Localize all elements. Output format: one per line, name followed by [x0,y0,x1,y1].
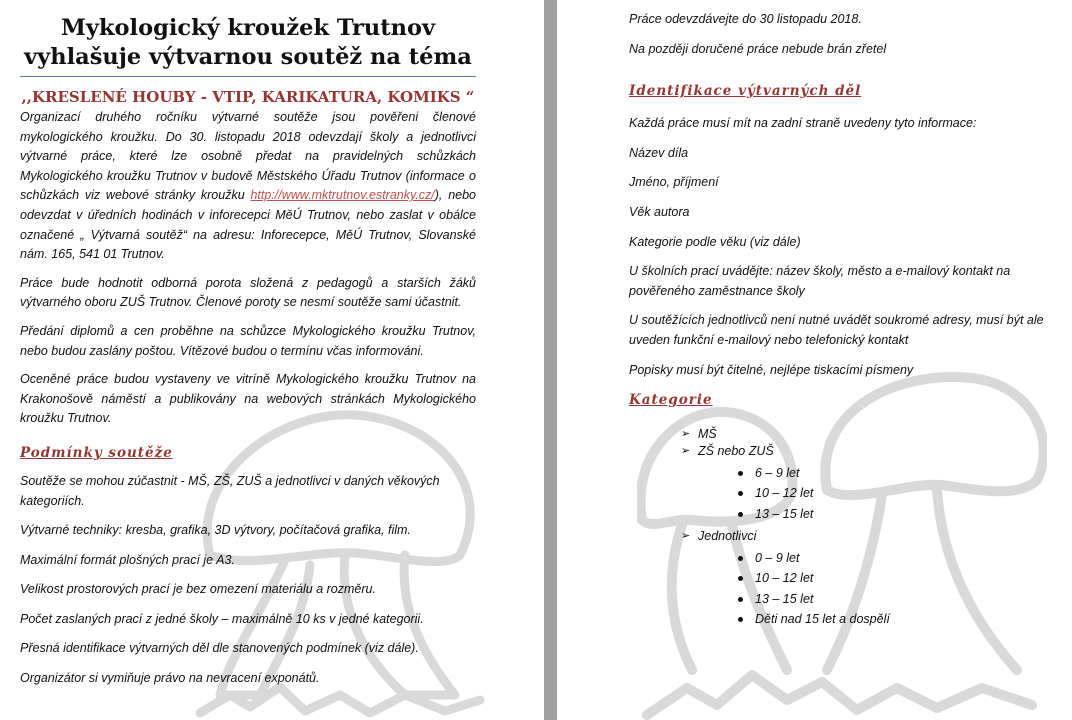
age-group-label: Děti nad 15 let a dospělí [755,611,890,626]
identification-item: Věk autora [629,204,690,219]
title-line-1: Mykologický kroužek Trutnov [60,15,436,41]
condition-item: Počet zaslaných prací z jedné školy – maximálně 10 ks v jedné kategorii. [20,611,424,626]
deadline-text: Práce odevzdávejte do 30 listopadu 2018. [629,12,862,26]
intro-paragraph [20,108,476,265]
identification-item: U školních prací uvádějte: název školy, město a e-mailový kontakt na pověřeného zaměstnance školy [629,264,1011,298]
age-group-item [738,548,1054,568]
category-individuals [681,528,1054,629]
identification-item: Každá práce musí mít na zadní straně uvedeny tyto informace: [629,116,977,131]
competition-theme: ,,KRESLENÉ HOUBY - VTIP, KARIKATURA, KOMIKS “ [21,88,475,106]
bullet-icon [738,491,743,496]
identification-item: Název díla [629,145,689,160]
age-group-label: 13 – 15 let [755,506,814,521]
category-list [629,426,1054,629]
categories-heading: Kategorie [629,392,713,409]
category-label: Jednotlivci [698,529,757,544]
page-title [20,14,476,77]
club-website-link[interactable]: http://www.mktrutnov.estranky.cz/ [250,188,435,203]
title-line-2: vyhlašuje výtvarnou soutěž na téma [24,44,472,70]
age-group-list [698,548,1054,629]
exhibition-paragraph: Oceněné práce budou vystaveny ve vitríně Mykologického kroužku Trutnov na Krakonošově náměstí a publikovány na webových stránkách Mykologického kroužku Trutnov. [20,372,476,426]
late-submission-note: Na později doručené práce nebude brán zřetel [629,41,887,56]
age-group-item [738,504,1054,524]
category-ms [681,426,1054,443]
age-group-item [738,568,1054,588]
age-group-label: 10 – 12 let [755,486,814,501]
category-label: ZŠ nebo ZUŠ [698,444,774,459]
condition-item: Maximální formát plošných prací je A3. [20,552,235,567]
bullet-icon [738,576,743,581]
arrowhead-icon: ➢ [681,445,691,458]
category-zs [681,443,1054,524]
jury-paragraph: Práce bude hodnotit odborná porota složená z pedagogů a starších žáků výtvarného oboru ZUŠ Trutnov. Členové poroty se nesmí soutěže sami účastnit. [20,275,476,310]
identification-item: Jméno, příjmení [629,175,719,190]
age-group-list [698,463,1054,524]
condition-item: Velikost prostorových prací je bez omezení materiálu a rozměru. [20,582,376,597]
arrowhead-icon: ➢ [681,428,691,441]
condition-item: Přesná identifikace výtvarných děl dle stanovených podmínek (viz dále). [20,641,419,656]
bullet-icon [738,471,743,476]
age-group-item [738,483,1054,503]
bullet-icon [738,556,743,561]
identification-item: U soutěžících jednotlivců není nutné uvádět soukromé adresy, musí být ale uveden funkční e-mailový nebo telefonický kontakt [629,313,1044,347]
condition-item: Organizátor si vymiňuje právo na nevracení exponátů. [20,671,320,686]
identification-item: Popisky musí být čitelné, nejlépe tiskacími písmeny [629,362,914,377]
bullet-icon [738,512,743,517]
identification-item: Kategorie podle věku (viz dále) [629,234,801,249]
age-group-item [738,589,1054,609]
age-group-label: 0 – 9 let [755,551,800,566]
age-group-label: 13 – 15 let [755,591,814,606]
page-gap [544,0,557,720]
left-page-content [20,14,476,699]
bullet-icon [738,597,743,602]
bullet-icon [738,617,743,622]
age-group-label: 10 – 12 let [755,571,814,586]
conditions-heading: Podmínky soutěže [20,444,173,461]
intro-text-after-link: ), nebo odevzdat v úředních hodinách v inforecepci MěÚ Trutnov, nebo zaslat v obálce označené „ Výtvarná soutěž“ na adresu: Inforecepce, MěÚ Trutnov, Slovanské nám. 165, 541 01 Trutnov. [20,188,476,262]
category-label: MŠ [698,427,717,442]
age-group-item [738,463,1054,483]
identification-heading: Identifikace výtvarných děl [629,83,862,100]
condition-item: Výtvarné techniky: kresba, grafika, 3D výtvory, počítačová grafika, film. [20,523,411,538]
condition-item: Soutěže se mohou zúčastnit - MŠ, ZŠ, ZUŠ a jednotlivci v daných věkových kategoriích. [20,473,440,508]
awards-paragraph: Předání diplomů a cen proběhne na schůzce Mykologického kroužku Trutnov, nebo budou zaslány poštou. Vítězové budou o termínu včas informováni. [20,323,476,358]
arrowhead-icon: ➢ [681,530,691,543]
intro-text-before-link: Organizací druhého ročníku výtvarné soutěže jsou pověřeni členové mykologického kroužku. Do 30. listopadu 2018 odevzdají školy a jednotlivci výtvarné práce, které lze osobně předat na pravidelných schůzkách Mykologického kroužku Trutnov v budově Městského Úřadu Trutnov (informace o schůzkách viz webové stránky kroužku [20,110,476,203]
right-page-content [629,10,1054,633]
age-group-label: 6 – 9 let [755,466,800,481]
age-group-item [738,609,1054,629]
document-page-right [557,0,1072,720]
